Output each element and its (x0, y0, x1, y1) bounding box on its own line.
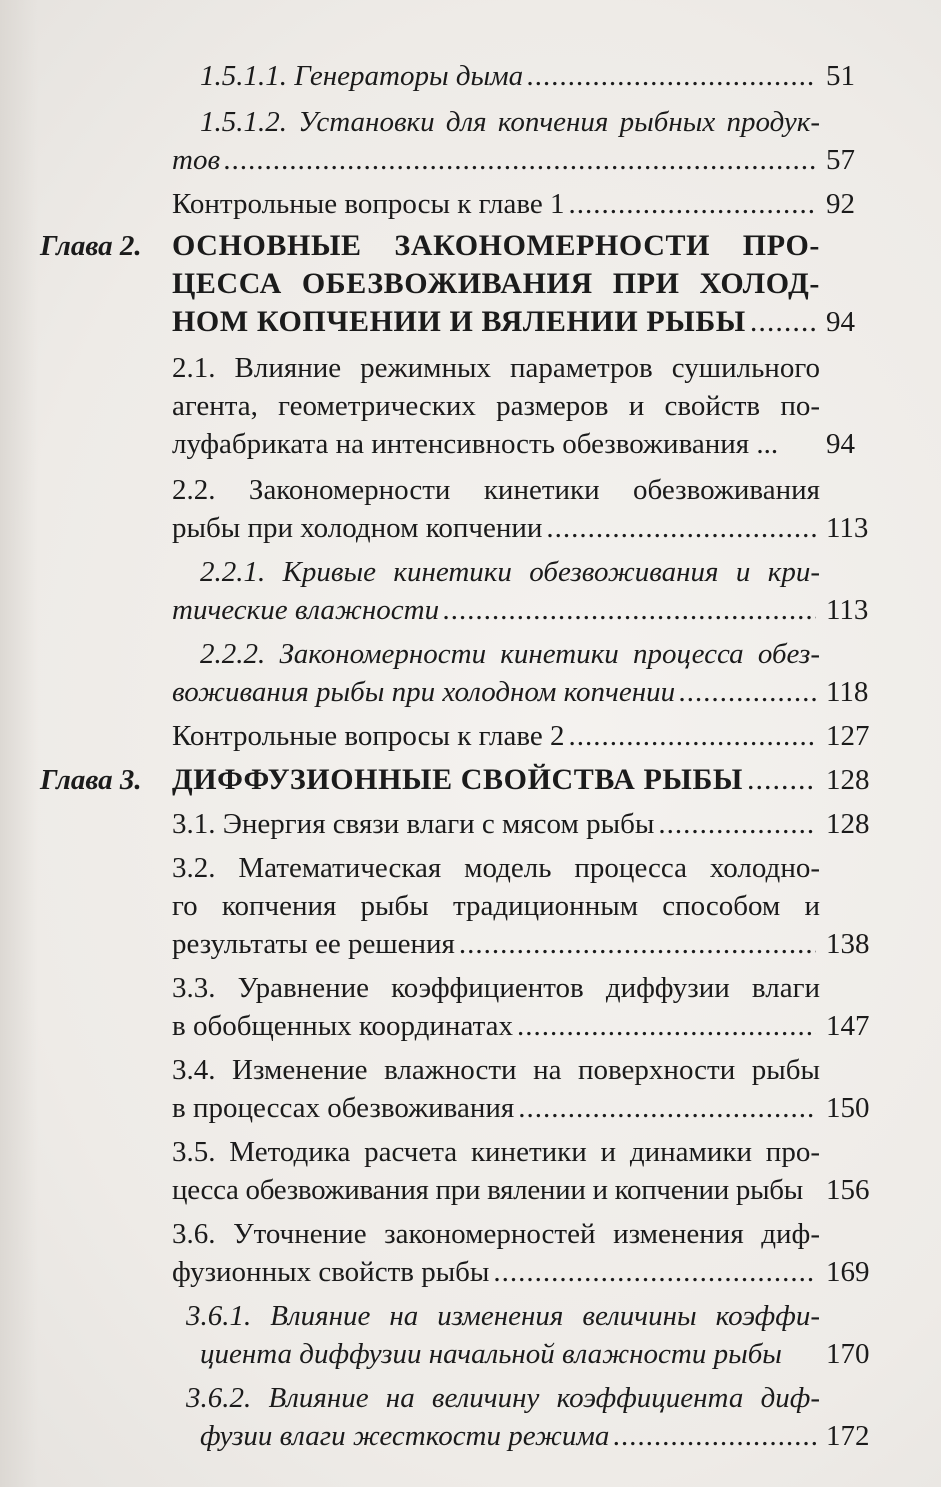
dot-leader (493, 1252, 816, 1292)
dot-leader (443, 590, 816, 630)
chapter-title: ОСНОВНЫЕ ЗАКОНОМЕРНОСТИ ПРО- (172, 229, 820, 262)
toc-page-number: 128 (826, 808, 870, 840)
chapter-title: ДИФФУЗИОННЫЕ СВОЙСТВА РЫБЫ (172, 763, 743, 796)
toc-page-number: 92 (826, 188, 855, 220)
toc-entry-title: 3.4. Изменение влажности на поверхности рыбы (172, 1054, 820, 1086)
dot-leader (568, 716, 816, 756)
toc-entry-title-continued: го копчения рыбы традиционным способом и (172, 890, 820, 922)
chapter-title-continued: НОМ КОПЧЕНИИ И ВЯЛЕНИИ РЫБЫ (172, 305, 746, 338)
toc-entry-title: 2.2.1. Кривые кинетики обезвоживания и кри- (200, 556, 820, 588)
toc-entry-title: 1.5.1.1. Генераторы дыма (200, 60, 524, 92)
toc-entry-title: 3.6. Уточнение закономерностей изменения диф- (172, 1218, 820, 1250)
toc-entry-title-continued: результаты ее решения (172, 928, 455, 960)
toc-entry-title: 3.2. Математическая модель процесса холодно- (172, 852, 820, 884)
toc-entry-title-continued: воживания рыбы при холодном копчении (172, 676, 676, 708)
dot-leader (224, 140, 816, 180)
toc-entry-title-continued: фузии влаги жесткости режима (200, 1420, 610, 1452)
dot-leader (568, 184, 816, 224)
dot-leader (517, 1006, 816, 1046)
toc-entry-title-continued: тические влажности (172, 594, 440, 626)
dot-leader (750, 302, 816, 342)
toc-entry-title: 2.2. Закономерности кинетики обезвоживания (172, 474, 820, 506)
toc-entry-title: 3.5. Методика расчета кинетики и динамики про- (172, 1136, 820, 1168)
toc-entry-title: 3.6.2. Влияние на величину коэффициента диф- (186, 1382, 820, 1414)
chapter-label: Глава 2. (40, 230, 142, 262)
toc-entry-title: 1.5.1.2. Установки для копчения рыбных продук- (200, 106, 820, 138)
toc-entry-title-continued: фузионных свойств рыбы (172, 1256, 490, 1288)
toc-page-number: 94 (826, 428, 855, 460)
toc-entry-title: 2.1. Влияние режимных параметров сушильного (172, 352, 820, 384)
toc-page-number: 172 (826, 1420, 870, 1452)
toc-entry-title-continued: в обобщенных координатах (172, 1010, 513, 1042)
toc-page-number: 128 (826, 764, 870, 796)
toc-entry-title-continued: циента диффузии начальной влажности рыбы (200, 1338, 782, 1370)
toc-entry-title: 3.6.1. Влияние на изменения величины коэффи- (186, 1300, 820, 1332)
dot-leader (518, 1088, 816, 1128)
toc-entry-title-continued: рыбы при холодном копчении (172, 512, 543, 544)
toc-entry-title-continued: агента, геометрических размеров и свойств по- (172, 390, 820, 422)
chapter-title-continued: ЦЕССА ОБЕЗВОЖИВАНИЯ ПРИ ХОЛОД- (172, 267, 820, 300)
toc-page-number: 169 (826, 1256, 870, 1288)
toc-page-number: 51 (826, 60, 855, 92)
toc-page-number: 138 (826, 928, 870, 960)
toc-page-number: 147 (826, 1010, 870, 1042)
toc-entry-title: Контрольные вопросы к главе 1 (172, 188, 565, 220)
dot-leader (527, 56, 816, 96)
toc-entry-title-continued: цесса обезвоживания при вялении и копчении рыбы (172, 1174, 803, 1206)
toc-entry-title-continued: луфабриката на интенсивность обезвоживания ... (172, 428, 779, 460)
dot-leader (679, 672, 816, 712)
toc-page-number: 57 (826, 144, 855, 176)
toc-page-number: 113 (826, 594, 869, 626)
toc-entry-title-continued: в процессах обезвоживания (172, 1092, 515, 1124)
toc-entry-title: Контрольные вопросы к главе 2 (172, 720, 565, 752)
toc-entry-title: 2.2.2. Закономерности кинетики процесса обез- (200, 638, 820, 670)
toc-entry-title: 3.3. Уравнение коэффициентов диффузии влаги (172, 972, 820, 1004)
toc-page-number: 118 (826, 676, 869, 708)
toc-page-number: 150 (826, 1092, 870, 1124)
toc-entry-title-continued: тов (172, 144, 221, 176)
toc-entry-title: 3.1. Энергия связи влаги с мясом рыбы (172, 808, 655, 840)
dot-leader (613, 1416, 816, 1456)
dot-leader (546, 508, 816, 548)
dot-leader (658, 804, 816, 844)
toc-page-number: 170 (826, 1338, 870, 1370)
toc-page-number: 156 (826, 1174, 870, 1206)
toc-page-number: 113 (826, 512, 869, 544)
toc-page-number: 127 (826, 720, 870, 752)
page-fold-shadow (0, 0, 38, 1487)
dot-leader (459, 924, 816, 964)
toc-page-number: 94 (826, 306, 855, 338)
chapter-label: Глава 3. (40, 764, 142, 796)
dot-leader (747, 760, 816, 800)
